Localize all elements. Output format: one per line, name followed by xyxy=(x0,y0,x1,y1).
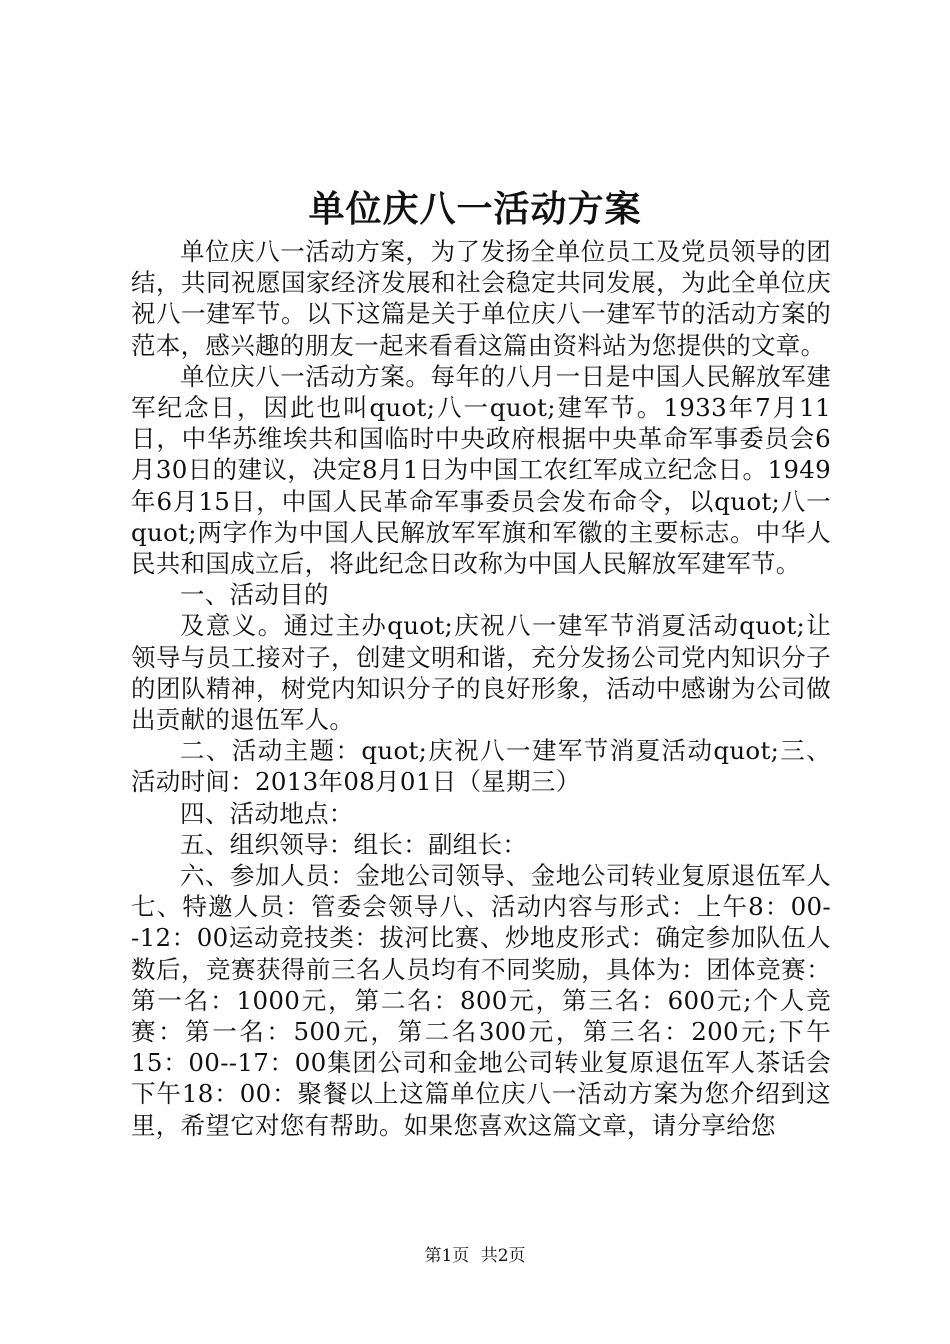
document-body xyxy=(131,236,831,1141)
paragraph-organizers: 五、组织领导：组长：副组长： xyxy=(180,829,528,859)
paragraph-intro: 单位庆八一活动方案，为了发扬全单位员工及党员领导的团结，共同祝愿国家经济发展和社会稳定共同发展，为此全单位庆祝八一建军节。以下这篇是关于单位庆八一建军节的活动方案的范本，感兴趣的朋友一起来看看这篇由资料站为您提供的文章。 xyxy=(131,237,831,360)
paragraph-participants-content: 六、参加人员：金地公司领导、金地公司转业复原退伍军人七、特邀人员：管委会领导八、活动内容与形式：上午8：00--12：00运动竞技类：拔河比赛、炒地皮形式：确定参加队伍人数后，竞赛获得前三名人员均有不同奖励，具体为：团体竞赛：第一名：1000元，第二名：800元，第三名：600元;个人竞赛：第一名：500元，第二名300元，第三名：200元;下午15：00--17：00集团公司和金地公司转业复原退伍军人茶话会下午18：00：聚餐以上这篇单位庆八一活动方案为您介绍到这里，希望它对您有帮助。如果您喜欢这篇文章，请分享给您 xyxy=(131,861,831,1140)
paragraph-section-1-body: 及意义。通过主办quot;庆祝八一建军节消夏活动quot;让领导与员工接对子，创建文明和谐，充分发扬公司党内知识分子的团队精神，树党内知识分子的良好形象，活动中感谢为公司做出贡献的退伍军人。 xyxy=(131,611,831,735)
paragraph-background: 单位庆八一活动方案。每年的八月一日是中国人民解放军建军纪念日，因此也叫quot;八一quot;建军节。1933年7月11日，中华苏维埃共和国临时中央政府根据中央革命军事委员会6月30日的建议，决定8月1日为中国工农红军成立纪念日。1949年6月15日，中国人民革命军事委员会发布命令，以quot;八一quot;两字作为中国人民解放军军旗和军徽的主要标志。中华人民共和国成立后，将此纪念日改称为中国人民解放军建军节。 xyxy=(131,361,831,579)
page-number: 第1页 xyxy=(424,1246,470,1266)
paragraph-section-1-heading: 一、活动目的 xyxy=(180,580,329,610)
paragraph-theme-time: 二、活动主题：quot;庆祝八一建军节消夏活动quot;三、活动时间：2013年08月01日（星期三） xyxy=(131,736,831,797)
document-title: 单位庆八一活动方案 xyxy=(308,188,642,230)
page-total: 共2页 xyxy=(480,1246,526,1266)
page-footer xyxy=(0,1244,950,1268)
paragraph-location: 四、活动地点： xyxy=(180,798,354,828)
